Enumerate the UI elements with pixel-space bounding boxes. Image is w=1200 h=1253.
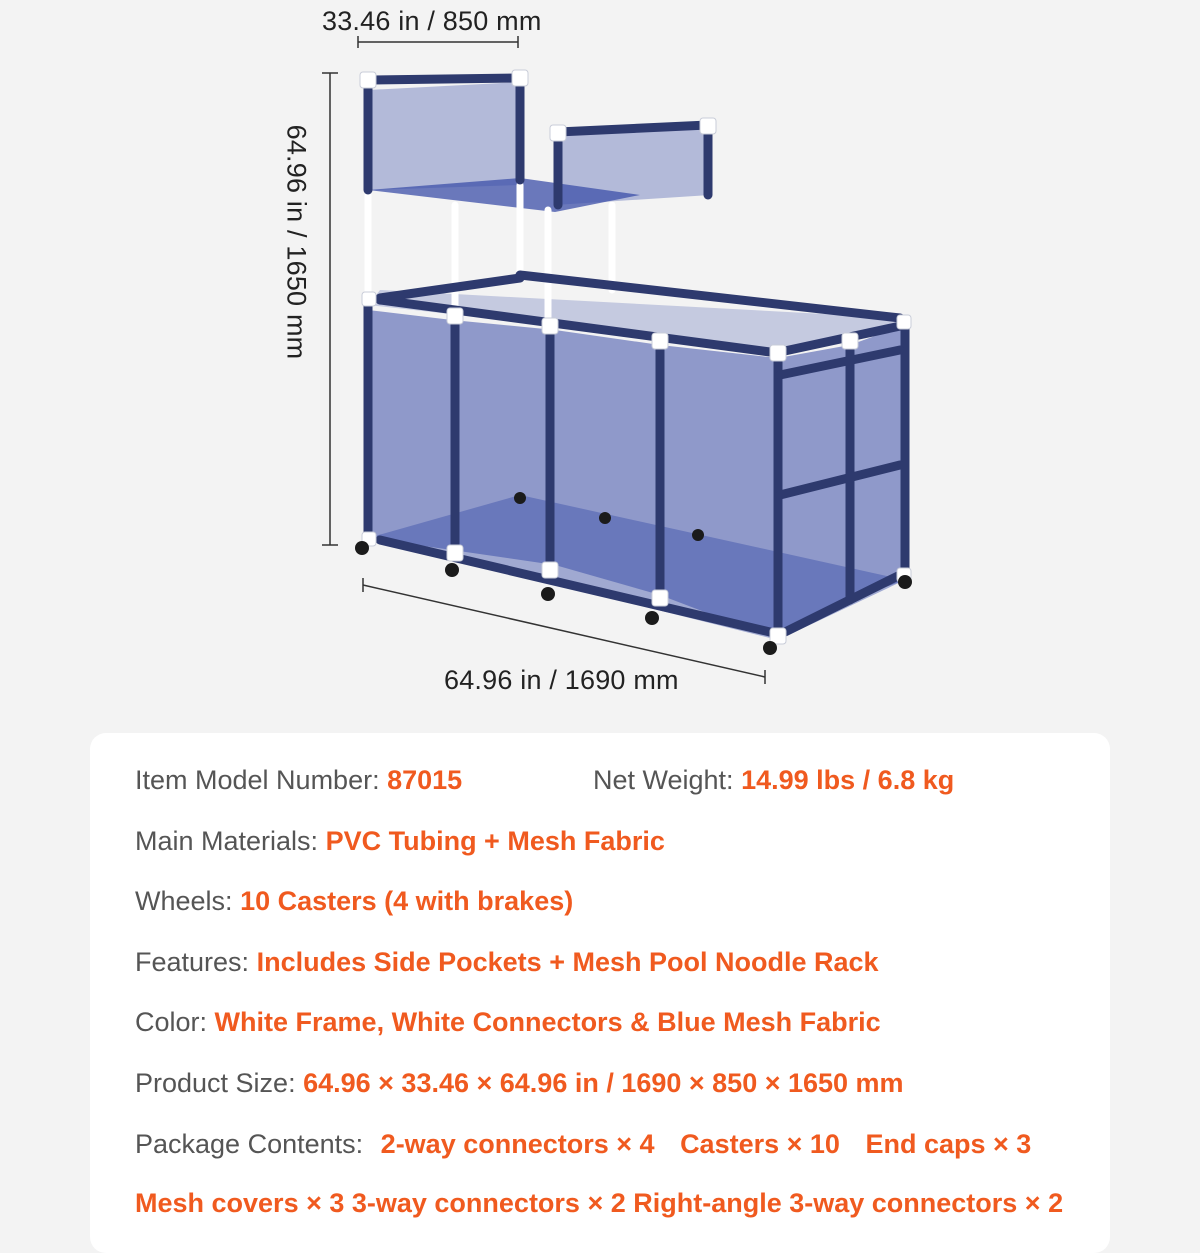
spec-row-package [135,1129,1031,1160]
weight-value: 14.99 lbs / 6.8 kg [741,765,955,795]
spec-row-size [135,1068,904,1099]
package-item: End caps × 3 [865,1129,1032,1159]
features-label: Features: [135,947,250,977]
model-value: 87015 [387,765,463,795]
spec-weight [593,765,954,796]
package-item: Casters × 10 [680,1129,840,1159]
spec-row-materials [135,826,665,857]
spec-row-color [135,1007,881,1038]
color-value: White Frame, White Connectors & Blue Mesh Fabric [214,1007,881,1037]
spec-row-features [135,947,879,978]
spec-row-package-overflow [135,1188,1063,1219]
height-dimension-label: 64.96 in / 1650 mm [281,124,312,360]
package-label: Package Contents: [135,1129,364,1159]
spec-card [90,733,1110,1253]
size-value: 64.96 × 33.46 × 64.96 in / 1690 × 850 × 1650 mm [303,1068,904,1098]
package-item: 2-way connectors × 4 [380,1129,655,1159]
wheels-label: Wheels: [135,886,233,916]
materials-label: Main Materials: [135,826,319,856]
features-value: Includes Side Pockets + Mesh Pool Noodle Rack [256,947,879,977]
spec-row-wheels [135,886,573,917]
length-dimension-label: 64.96 in / 1690 mm [444,665,679,695]
weight-label: Net Weight: [593,765,734,795]
color-label: Color: [135,1007,208,1037]
spec-row-model [135,765,955,796]
size-label: Product Size: [135,1068,296,1098]
width-dimension-label: 33.46 in / 850 mm [322,6,542,36]
model-label: Item Model Number: [135,765,380,795]
package-overflow: Mesh covers × 3 3-way connectors × 2 Right-angle 3-way connectors × 2 [135,1188,1064,1218]
materials-value: PVC Tubing + Mesh Fabric [325,826,665,856]
wheels-value: 10 Casters (4 with brakes) [240,886,574,916]
